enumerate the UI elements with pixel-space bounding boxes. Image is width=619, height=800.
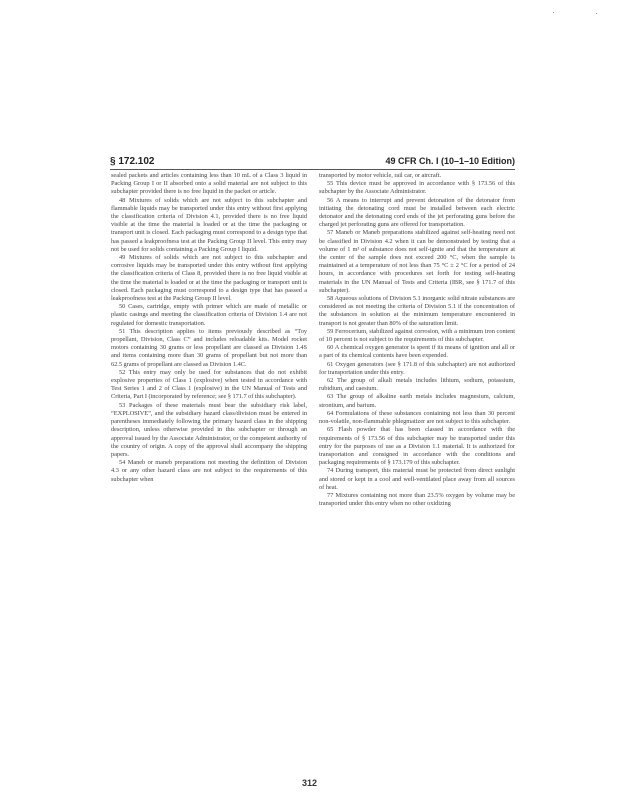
paragraph: 64 Formulations of these substances containing not less than 30 percent non-volatile, non-flammable phlegmatizer are not subject to this subchapter. <box>319 409 515 426</box>
paragraph: 74 During transport, this material must be protected from direct sunlight and stored or kept in a cool and well-ventilated place away from all sources of heat. <box>319 467 515 491</box>
paragraph: 51 This description applies to items previously described as “Toy propellant, Division, Class C” and includes reloadable kits. Model rocket motors containing 30 grams or less propellant are classed as Division 1.4S and items containing more than 30 grams of propellant but not more than 62.5 grams of propellant are classed as Division 1.4C. <box>111 327 307 368</box>
header-rule <box>110 169 515 170</box>
paragraph: sealed packets and articles containing less than 10 mL of a Class 3 liquid in Packing Group I or II absorbed onto a solid material are not subject to this subchapter provided there is no free liquid in the packet or article. <box>111 172 307 196</box>
paragraph: 48 Mixtures of solids which are not subject to this subchapter and flammable liquids may be transported under this entry without first applying the classification criteria of Division 4.1, provided there is no free liquid visible at the time the material is loaded or at the time the packaging or transport unit is closed. Each packaging must correspond to a design type that has passed a leakproofness test at the Packing Group II level. This entry may not be used for solids containing a Packing Group I liquid. <box>111 196 307 253</box>
right-column <box>319 172 515 508</box>
paragraph: 56 A means to interrupt and prevent detonation of the detonator from initiating the detonating cord must be installed between each electric detonator and the detonating cord ends of the jet perforating guns before the charged jet perforating guns are offered for transportation. <box>319 196 515 229</box>
paragraph: 62 The group of alkali metals includes lithium, sodium, potassium, rubidium, and caesium. <box>319 377 515 393</box>
paragraph: 52 This entry may only be used for substances that do not exhibit explosive properties of Class 1 (explosive) when tested in accordance with Test Series 1 and 2 of Class 1 (explosive) in the UN Manual of Tests and Criteria, Part I (incorporated by reference; see § 171.7 of this subchapter). <box>111 368 307 401</box>
paragraph: 61 Oxygen generators (see § 171.8 of this subchapter) are not authorized for transportation under this entry. <box>319 360 515 376</box>
paragraph: 54 Maneb or maneb preparations not meeting the definition of Division 4.3 or any other hazard class are not subject to the requirements of this subchapter when <box>111 459 307 483</box>
paragraph: 65 Flash powder that has been classed in accordance with the requirements of § 173.56 of this subchapter may be transported under this entry for the purposes of use as a Division 1.1 material. It is authorized for transportation and consigned in accordance with the conditions and packaging requirements of § 173.179 of this subchapter. <box>319 426 515 467</box>
left-column <box>111 172 307 484</box>
section-number: § 172.102 <box>110 156 155 167</box>
running-title: 49 CFR Ch. I (10–1–10 Edition) <box>385 156 515 166</box>
paragraph: 63 The group of alkaline earth metals includes magnesium, calcium, strontium, and barium. <box>319 393 515 409</box>
paragraph: transported by motor vehicle, rail car, or aircraft. <box>319 172 442 179</box>
paragraph: 49 Mixtures of solids which are not subject to this subchapter and corrosive liquids may be transported under this entry without first applying the classification criteria of Class 8, provided there is no free liquid visible at the time the material is loaded or at the time the packaging or transport unit is closed. Each packaging must correspond to a design type that has passed a leakproofness test at the Packing Group II level. <box>111 254 307 303</box>
paragraph: 53 Packages of these materials must bear the subsidiary risk label, “EXPLOSIVE”, and the subsidiary hazard class/division must be entered in parentheses immediately following the primary hazard class in the shipping description, unless otherwise provided in this subchapter or through an approval issued by the Associate Administrator, or the competent authority of the country of origin. A copy of the approval shall accompany the shipping papers. <box>111 401 307 458</box>
paragraph: 58 Aqueous solutions of Division 5.1 inorganic solid nitrate substances are considered as not meeting the criteria of Division 5.1 if the concentration of the substances in solution at the minimum temperature encountered in transport is not greater than 80% of the saturation limit. <box>319 295 515 327</box>
paragraph: 59 Ferrocerium, stabilized against corrosion, with a minimum iron content of 10 percent is not subject to the requirements of this subchapter. <box>319 327 515 344</box>
paragraph: 60 A chemical oxygen generator is spent if its means of ignition and all or a part of its chemical contents have been expended. <box>319 344 515 360</box>
paragraph: 57 Maneb or Maneb preparations stabilized against self-heating need not be classified in Division 4.2 when it can be demonstrated by testing that a volume of 1 m³ of substance does not self-ignite and that the temperature at the center of the sample does not exceed 200 °C, when the sample is maintained at a temperature of not less than 75 °C ± 2 °C for a period of 24 hours, in accordance with procedures set forth for testing self-heating materials in the UN Manual of Tests and Criteria (IBR, see § 171.7 of this subchapter). <box>319 229 515 294</box>
page-number: 312 <box>301 778 318 788</box>
paragraph: 55 This device must be approved in accordance with § 173.56 of this subchapter by the Associate Administrator. <box>319 180 515 196</box>
paragraph: 50 Cases, cartridge, empty with primer which are made of metallic or plastic casings and meeting the classification criteria of Division 1.4 are not regulated for domestic transportation. <box>111 303 307 327</box>
paragraph: 77 Mixtures containing not more than 23.5% oxygen by volume may be transported under this entry when no other oxidizing <box>319 491 515 508</box>
